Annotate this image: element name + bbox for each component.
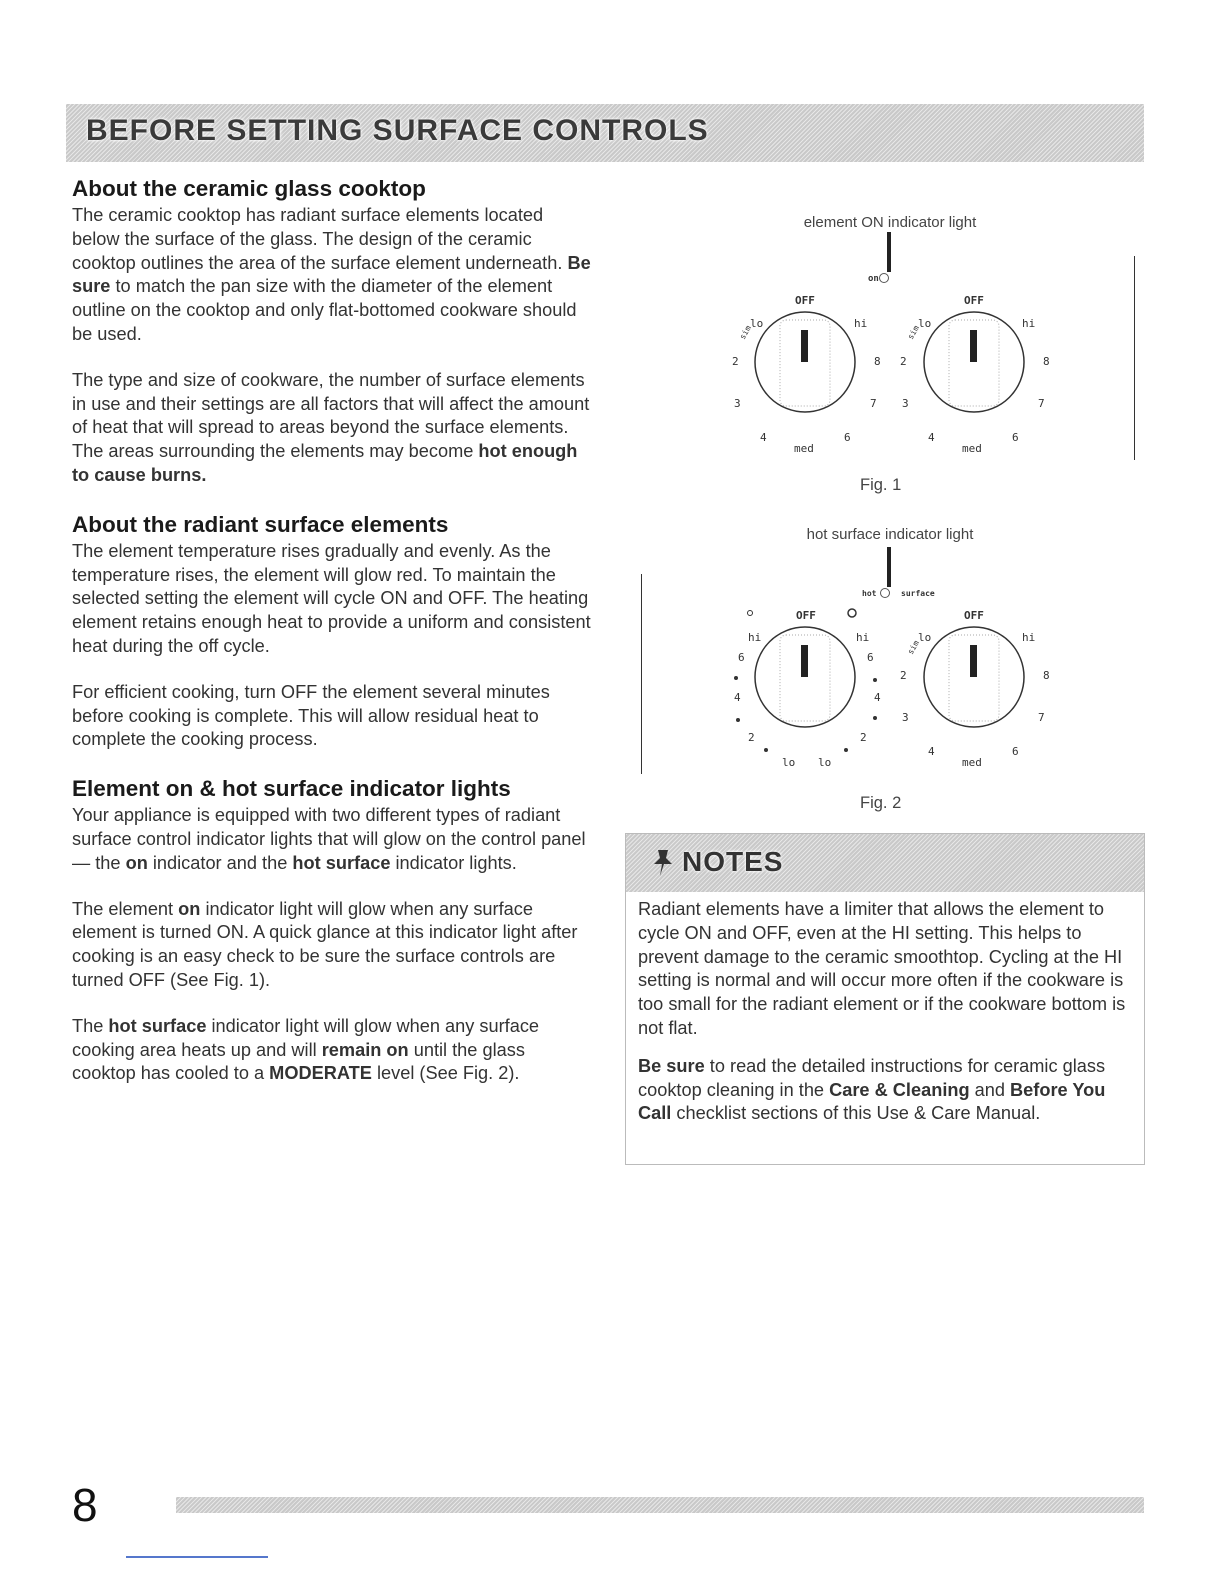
svg-text:sim: sim xyxy=(737,323,753,341)
svg-text:2: 2 xyxy=(860,731,867,744)
knob-pointer xyxy=(801,645,808,677)
surface-label: surface xyxy=(901,589,935,598)
fig1-diagram xyxy=(700,230,1060,460)
section-heading: About the radiant surface elements xyxy=(72,511,449,537)
page-title: BEFORE SETTING SURFACE CONTROLS xyxy=(86,114,709,147)
notes-header xyxy=(626,834,1144,892)
svg-text:2: 2 xyxy=(748,731,755,744)
svg-text:OFF: OFF xyxy=(964,294,984,307)
notes-title: NOTES xyxy=(682,846,784,877)
svg-text:lo: lo xyxy=(818,756,832,769)
svg-text:7: 7 xyxy=(870,397,877,410)
svg-text:hi: hi xyxy=(1022,631,1036,644)
page-number: 8 xyxy=(72,1479,98,1531)
paragraph: Radiant elements have a limiter that allows the element to cycle ON and OFF, even at the HI setting. This helps to prevent damage to the ceramic smoothtop. Cycling at the HI setting is normal and will occur more often if the cookware is too small for the radiant element or if the cookware bottom is not flat. xyxy=(638,899,1126,1038)
svg-text:8: 8 xyxy=(874,355,881,368)
notes-box xyxy=(625,833,1145,1165)
dot-icon xyxy=(748,611,753,616)
svg-text:lo: lo xyxy=(750,317,764,330)
fig1-right-rule xyxy=(1134,256,1135,460)
fig1-left-knob xyxy=(732,294,881,455)
svg-text:3: 3 xyxy=(902,711,909,724)
paragraph: The element on indicator light will glow when any surface element is turned ON. A quick glance at this indicator light after cooking is an easy check to be sure the surface controls are turned OFF (See Fig. 1). xyxy=(72,898,578,990)
section-indicator-lights xyxy=(72,774,592,1086)
fig2-caption: hot surface indicator light xyxy=(806,526,974,543)
paragraph: The element temperature rises gradually and evenly. As the temperature rises, the element will glow red. To maintain the selected setting the element will cycle ON and OFF. The heating element retains enough heat to provide a uniform and consistent heat during the off cycle. xyxy=(72,540,591,656)
paragraph: The type and size of cookware, the number of surface elements in use and their settings are all factors that will affect the amount of heat that will spread to areas beyond the surface elements. The areas surrounding the elements may become hot enough to cause burns. xyxy=(72,369,590,485)
svg-text:med: med xyxy=(962,442,982,455)
svg-text:sim: sim xyxy=(905,638,921,656)
indicator-pointer xyxy=(887,547,891,587)
svg-text:7: 7 xyxy=(1038,711,1045,724)
svg-text:OFF: OFF xyxy=(796,609,816,622)
svg-text:4: 4 xyxy=(928,745,935,758)
hot-label: hot xyxy=(862,589,877,598)
svg-text:med: med xyxy=(794,442,814,455)
svg-text:4: 4 xyxy=(734,691,741,704)
fig1-right-knob xyxy=(900,294,1050,455)
notes-body xyxy=(638,898,1130,1140)
fig2-right-knob xyxy=(900,609,1050,769)
fig2-diagram xyxy=(700,545,1060,775)
svg-text:4: 4 xyxy=(874,691,881,704)
paragraph: The ceramic cooktop has radiant surface elements located below the surface of the glass. The design of the ceramic cooktop outlines the area of the surface element underneath. Be sure to match the pan size with the diameter of the element outline on the cooktop and only flat-bottomed cookware should be used. xyxy=(72,205,591,344)
svg-text:4: 4 xyxy=(760,431,767,444)
svg-text:6: 6 xyxy=(738,651,745,664)
svg-text:hi: hi xyxy=(856,631,870,644)
svg-text:OFF: OFF xyxy=(964,609,984,622)
svg-text:2: 2 xyxy=(900,669,907,682)
svg-text:hi: hi xyxy=(748,631,762,644)
fig1-label: Fig. 1 xyxy=(860,476,902,494)
svg-text:3: 3 xyxy=(734,397,741,410)
svg-text:sim: sim xyxy=(905,323,921,341)
knob-pointer xyxy=(801,330,808,362)
svg-text:OFF: OFF xyxy=(795,294,815,307)
svg-text:hi: hi xyxy=(1022,317,1036,330)
on-label: on xyxy=(868,274,879,284)
svg-text:8: 8 xyxy=(1043,669,1050,682)
svg-text:6: 6 xyxy=(867,651,874,664)
section-heading: Element on & hot surface indicator lights xyxy=(72,776,511,802)
on-indicator-icon xyxy=(880,274,889,283)
paragraph: For efficient cooking, turn OFF the element several minutes before cooking is complete. This will allow residual heat to complete the cooking process. xyxy=(72,681,550,750)
paragraph: Your appliance is equipped with two different types of radiant surface control indicator lights that will glow on the control panel — the on indicator and the hot surface indicator lights. xyxy=(72,805,586,873)
svg-text:6: 6 xyxy=(844,431,851,444)
left-column xyxy=(72,174,592,1108)
svg-text:4: 4 xyxy=(928,431,935,444)
fig2-label: Fig. 2 xyxy=(860,794,902,812)
section-radiant-elements xyxy=(72,510,592,752)
paragraph: The hot surface indicator light will glow when any surface cooking area heats up and will remain on until the glass cooktop has cooled to a MODERATE level (See Fig. 2). xyxy=(72,1015,540,1084)
hot-indicator-icon xyxy=(881,589,890,598)
indicator-pointer xyxy=(887,232,891,272)
section-banner xyxy=(66,104,1144,162)
svg-text:lo: lo xyxy=(918,631,932,644)
dot-icon xyxy=(848,609,856,617)
fig2-left-rule xyxy=(641,574,642,774)
fig1-caption: element ON indicator light xyxy=(803,214,977,231)
svg-text:6: 6 xyxy=(1012,431,1019,444)
footer-bar xyxy=(176,1497,1144,1513)
svg-text:6: 6 xyxy=(1012,745,1019,758)
footer-underline xyxy=(126,1556,268,1558)
svg-text:8: 8 xyxy=(1043,355,1050,368)
svg-text:2: 2 xyxy=(732,355,739,368)
paragraph: Be sure to read the detailed instructions for ceramic glass cooktop cleaning in the Care & Cleaning and Before You Call checklist sections of this Use & Care Manual. xyxy=(638,1055,1106,1124)
svg-text:2: 2 xyxy=(900,355,907,368)
svg-text:7: 7 xyxy=(1038,397,1045,410)
knob-pointer xyxy=(970,645,977,677)
fig2-left-knob xyxy=(734,609,881,769)
svg-text:lo: lo xyxy=(918,317,932,330)
knob-pointer xyxy=(970,330,977,362)
svg-text:lo: lo xyxy=(782,756,796,769)
svg-text:3: 3 xyxy=(902,397,909,410)
svg-text:med: med xyxy=(962,756,982,769)
section-heading: About the ceramic glass cooktop xyxy=(72,176,426,201)
section-ceramic-cooktop xyxy=(72,174,592,488)
pushpin-icon xyxy=(650,848,676,878)
svg-text:hi: hi xyxy=(854,317,868,330)
